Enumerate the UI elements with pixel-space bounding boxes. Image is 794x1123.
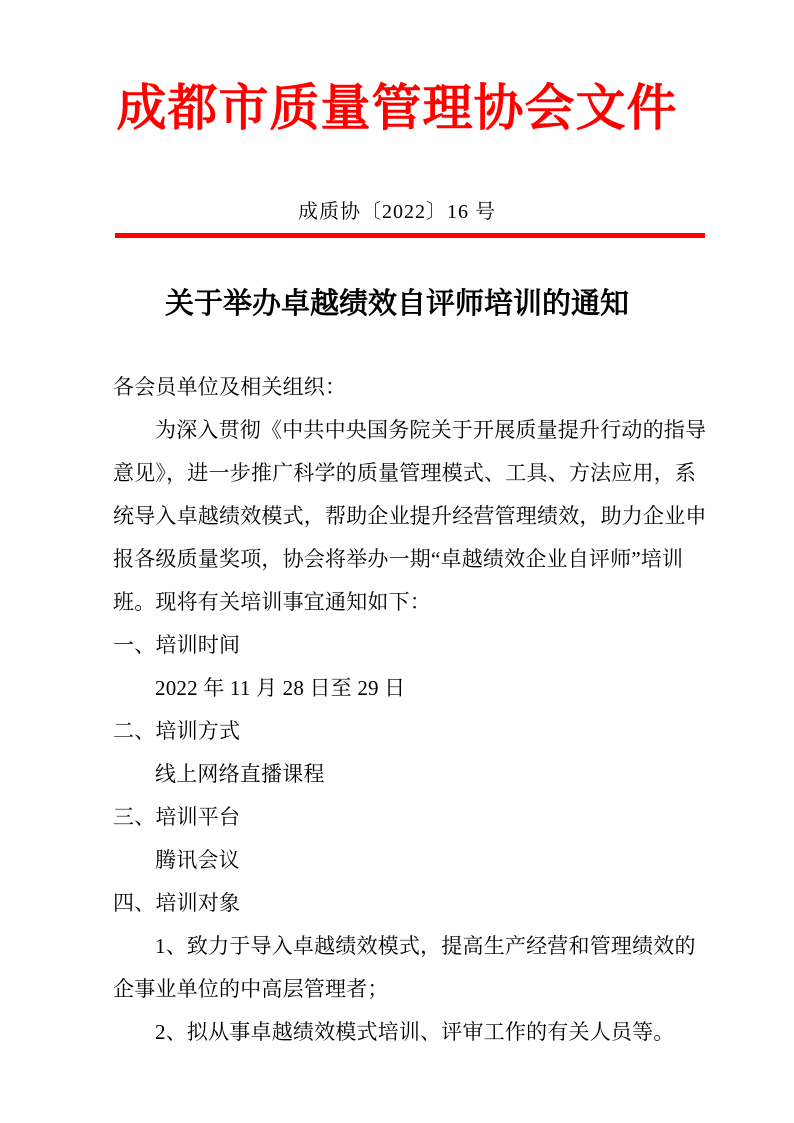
body-line: 2、拟从事卓越绩效模式培训、评审工作的有关人员等。 (155, 1020, 675, 1044)
body-line-salutation: 各会员单位及相关组织： (113, 375, 347, 399)
body-line: 2022 年 11 月 28 日至 29 日 (155, 676, 406, 700)
body-line: 报各级质量奖项，协会将举办一期“卓越绩效企业自评师”培训 (113, 547, 684, 571)
body-line: 班。现将有关培训事宜通知如下： (113, 590, 431, 614)
body-line-section-4: 四、培训对象 (113, 891, 241, 915)
body-line: 为深入贯彻《中共中央国务院关于开展质量提升行动的指导 (155, 418, 707, 442)
red-divider-line (115, 233, 705, 238)
body-line: 线上网络直播课程 (155, 762, 325, 786)
document-body (113, 366, 733, 1054)
body-line-section-2: 二、培训方式 (113, 719, 241, 743)
body-line-section-3: 三、培训平台 (113, 805, 241, 829)
document-number: 成质协〔2022〕16 号 (298, 201, 496, 223)
notice-title: 关于举办卓越绩效自评师培训的通知 (164, 288, 629, 320)
body-line: 1、致力于导入卓越绩效模式，提高生产经营和管理绩效的 (155, 934, 696, 958)
letterhead-title: 成都市质量管理协会文件 (116, 80, 678, 136)
body-line: 意见》，进一步推广科学的质量管理模式、工具、方法应用，系 (113, 461, 697, 485)
body-line: 统导入卓越绩效模式，帮助企业提升经营管理绩效，助力企业申 (113, 504, 707, 528)
body-line: 企事业单位的中高层管理者； (113, 977, 389, 1001)
body-line-section-1: 一、培训时间 (113, 633, 241, 657)
body-line: 腾讯会议 (155, 848, 240, 872)
